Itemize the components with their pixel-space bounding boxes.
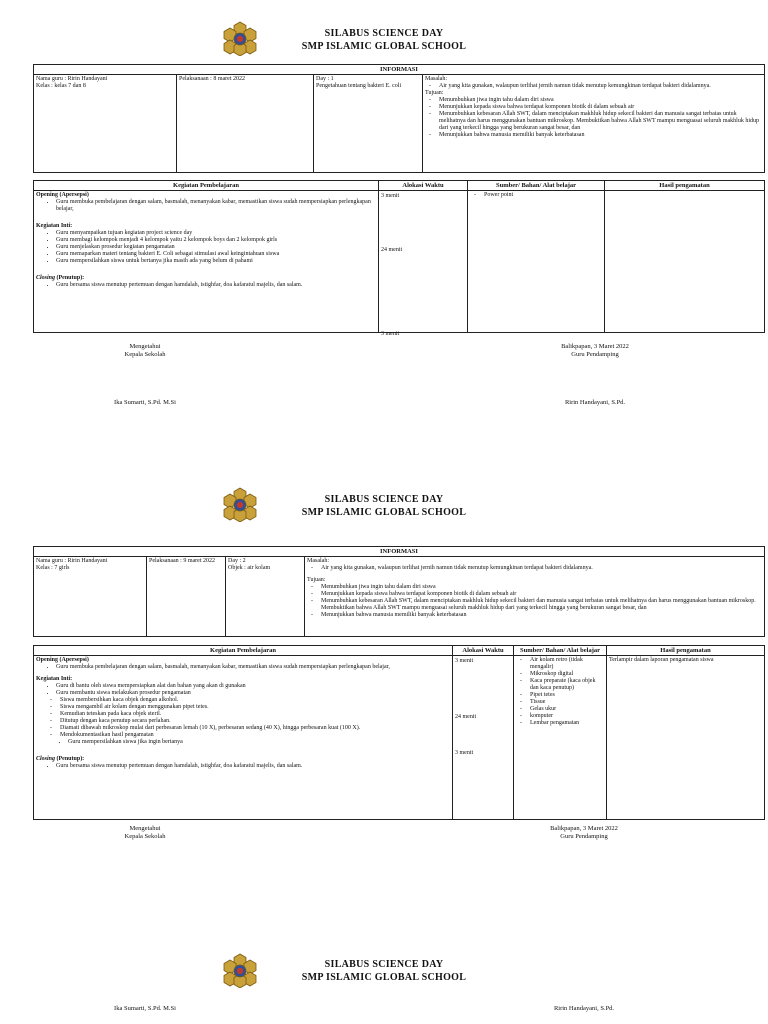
day: Day : 2 xyxy=(228,558,246,564)
info-title: INFORMASI xyxy=(34,547,765,557)
page-title-line2: SMP ISLAMIC GLOBAL SCHOOL xyxy=(301,41,467,52)
closing-suffix: (Penutup): xyxy=(55,756,85,762)
result-text: Terlampir dalam laporan pengamatan siswa xyxy=(607,656,765,820)
goal-item: - Menunjukkan kepada siswa bahwa terdapat komponen biotik di dalam sebuah air xyxy=(321,591,762,598)
object: Objek : air kolam xyxy=(228,565,271,571)
class-name: Kelas : kelas 7 dan 8 xyxy=(36,83,86,89)
goal-item: - Menumbuhkan kebesaran Allah SWT, dalam menciptakan makhluk hidup sekecil bakteri dan manusia sangat terbatas untuk melihatnya dan harus menggunakan bantuan mikroskop. Membuktikan bahwa Allah SWT mampu menguasai seluruh makhluk hidup dari yang terkecil hingga yang berukuran sangat besar, dan xyxy=(321,598,762,612)
core-item: • Guru di bantu oleh siswa mempersiapkan alat dan bahan yang akan di gunakan xyxy=(56,683,450,690)
problem-label: Masalah: xyxy=(307,558,329,564)
source-item: - Mikroskop digital xyxy=(530,671,604,678)
source-item: - Gelas ukur xyxy=(530,706,604,713)
activity-table xyxy=(33,180,765,337)
time-opening: 3 menit xyxy=(381,193,400,199)
source-item: - Kaca preparate (kaca objek dan kaca penutup) xyxy=(530,678,604,692)
col-activity: Kegiatan Pembelajaran xyxy=(34,646,453,656)
problem-label: Masalah: xyxy=(425,76,447,82)
core-label: Kegiatan Inti: xyxy=(36,223,73,229)
source-item: - Power point xyxy=(484,192,602,199)
core-item: • Guru memaparkan materi tentang bakteri E. Coli sebagai stimulasi awal keingintahuan siswa xyxy=(56,251,376,258)
sign-right-line1: Balikpapan, 3 Maret 2022 xyxy=(550,825,618,832)
sign-right-name: Ririn Handayani, S.Pd. xyxy=(564,399,626,406)
sign-left-line2: Kepala Sekolah xyxy=(124,833,166,840)
opening-item: • Guru membuka pembelajaran dengan salam, basmalah, menanyakan kabar, memastikan siswa sudah mempersiapkan perlengkapan belajar, xyxy=(56,664,450,671)
core-item: • Guru menjelaskan prosedur kegiatan pengamatan xyxy=(56,244,376,251)
core-item: • Guru membantu siswa melakukan prosedur pengamatan xyxy=(56,690,450,697)
source-item: - komputer xyxy=(530,713,604,720)
core-item: • Guru membagi kelompok menjadi 4 kelompok yaitu 2 kelompok boys dan 2 kelompok girls xyxy=(56,237,376,244)
class-name: Kelas : 7 girls xyxy=(36,565,70,571)
source-item: - Tissue xyxy=(530,699,604,706)
info-table-2 xyxy=(33,546,765,637)
source-item: - Air kolam retro (tidak mengalir) xyxy=(530,657,604,671)
opening-label: Opening (Apersepsi) xyxy=(36,192,89,198)
sign-left-name: Ika Sumarti, S.Pd. M.Si xyxy=(114,1005,176,1012)
closing-item: • Guru bersama siswa menutup pertemuan dengan hamdalah, istighfar, doa kafaratul majelis, dan salam. xyxy=(56,282,376,289)
goal-item: - Menumbuhkan kebesaran Allah SWT, dalam menciptakan makhluk hidup sekecil bakteri dan manusia sangat terbatas untuk melihatnya dan harus menggunakan bantuan mikroskop. Membuktikan bahwa Allah SWT mampu menguasai seluruh makhluk hidup dari yang terkecil hingga yang berukuran sangat besar, dan xyxy=(439,111,762,132)
col-result: Hasil pengamatan xyxy=(607,646,765,656)
closing-suffix: (Penutup): xyxy=(55,275,85,281)
procedure-step: - Siswa mengambil air kolam dengan menggunakan pipet tetes. xyxy=(60,704,450,711)
closing-label: Closing xyxy=(36,275,56,281)
col-time: Alokasi Waktu xyxy=(379,181,468,191)
time-closing: 3 menit xyxy=(455,750,474,756)
procedure-step: - Mendokumentasikan hasil pengamatan xyxy=(60,732,450,739)
time-core: 24 menit xyxy=(455,714,477,720)
closing-label: Closing xyxy=(36,756,56,762)
procedure-step: - Diamati dibawah mikroskop mulai dari perbesaran lemah (10 X), perbesaran sedang (40 X), hingga perbesaran kuat (100 X). xyxy=(60,725,450,732)
goal-item: - Menunjukkan bahwa manusia memiliki banyak keterbatasan xyxy=(321,612,762,619)
sign-left-line2: Kepala Sekolah xyxy=(124,351,166,358)
goal-item: - Menunjukkan bahwa manusia memiliki banyak keterbatasan xyxy=(439,132,762,139)
sign-right-line1: Balikpapan, 3 Maret 2022 xyxy=(561,343,629,350)
procedure-step: - Ditutup dengan kaca penutup secara perlahan. xyxy=(60,718,450,725)
col-source: Sumber/ Bahan/ Alat belajar xyxy=(514,646,607,656)
core-item: • Guru mempersilahkan siswa untuk bertanya jika masih ada yang belum di pahami xyxy=(56,258,376,265)
page-title-line1: SILABUS SCIENCE DAY xyxy=(324,494,444,505)
col-result: Hasil pengamatan xyxy=(605,181,765,191)
opening-item: • Guru membuka pembelajaran dengan salam, basmalah, menanyakan kabar, memastikan siswa sudah mempersiapkan perlengkapan belajar, xyxy=(56,199,376,213)
problem-item: - Air yang kita gunakan, walaupun terlihat jernih namun tidak menutup kemungkinan terdapat bakteri didalamnya. xyxy=(439,83,762,90)
col-activity: Kegiatan Pembelajaran xyxy=(34,181,379,191)
time-opening: 3 menit xyxy=(455,658,474,664)
core-label: Kegiatan Inti: xyxy=(36,676,73,682)
date: Pelaksanaan : 8 maret 2022 xyxy=(177,75,314,173)
sign-right-line2: Guru Pendamping xyxy=(560,833,608,840)
col-time: Alokasi Waktu xyxy=(453,646,514,656)
problem-item: - Air yang kita gunakan, walaupun terlihat jernih namun tidak menutup kemungkinan terdapat bakteri didalamnya. xyxy=(321,565,762,572)
goal-item: - Menumbuhkan jiwa ingin tahu dalam diri siswa xyxy=(321,584,762,591)
info-table xyxy=(33,64,765,173)
sign-left-line1: Mengetahui xyxy=(129,343,161,350)
day: Day : 1 xyxy=(316,76,334,82)
sign-right-name: Ririn Handayani, S.Pd. xyxy=(553,1005,615,1012)
date: Pelaksanaan : 9 maret 2022 xyxy=(147,557,226,637)
time-closing: 3 menit xyxy=(381,331,400,337)
procedure-step: - Kemudian teteskan pada kaca objek steril. xyxy=(60,711,450,718)
col-source: Sumber/ Bahan/ Alat belajar xyxy=(468,181,605,191)
page-title-line2: SMP ISLAMIC GLOBAL SCHOOL xyxy=(301,507,467,518)
core-item: • Guru menyampaikan tujuan kegiatan project science day xyxy=(56,230,376,237)
sign-right-line2: Guru Pendamping xyxy=(571,351,619,358)
closing-item: • Guru bersama siswa menutup pertemuan dengan hamdalah, istighfar, doa kafaratul majelis, dan salam. xyxy=(56,763,450,770)
page-title-line2: SMP ISLAMIC GLOBAL SCHOOL xyxy=(301,972,467,983)
page-title-line1: SILABUS SCIENCE DAY xyxy=(324,959,444,970)
goals-label: Tujuan: xyxy=(425,90,444,96)
sign-left-line1: Mengetahui xyxy=(129,825,161,832)
info-title: INFORMASI xyxy=(34,65,765,75)
goals-label: Tujuan: xyxy=(307,577,326,583)
topic: Pengetahuan tentang bakteri E. coli xyxy=(316,83,402,89)
page-title-line1: SILABUS SCIENCE DAY xyxy=(324,28,444,39)
source-item: - Lembar pengamatan xyxy=(530,720,604,727)
sign-left-name: Ika Sumarti, S.Pd. M.Si xyxy=(114,399,176,406)
teacher-name: Nama guru : Ririn Handayani xyxy=(36,76,108,82)
goal-item: - Menumbuhkan jiwa ingin tahu dalam diri siswa xyxy=(439,97,762,104)
source-item: - Pipet tetes xyxy=(530,692,604,699)
activity-table-2 xyxy=(33,645,765,820)
teacher-name: Nama guru : Ririn Handayani xyxy=(36,558,108,564)
time-core: 24 menit xyxy=(381,247,403,253)
goal-item: - Menunjukkan kepada siswa bahwa terdapat komponen biotik di dalam sebuah air xyxy=(439,104,762,111)
core-item: • Guru mempersilahkan siswa jika ingin bertanya xyxy=(68,739,450,746)
procedure-step: - Siswa membersihkan kaca objek dengan alkohol. xyxy=(60,697,450,704)
opening-label: Opening (Apersepsi) xyxy=(36,657,89,663)
